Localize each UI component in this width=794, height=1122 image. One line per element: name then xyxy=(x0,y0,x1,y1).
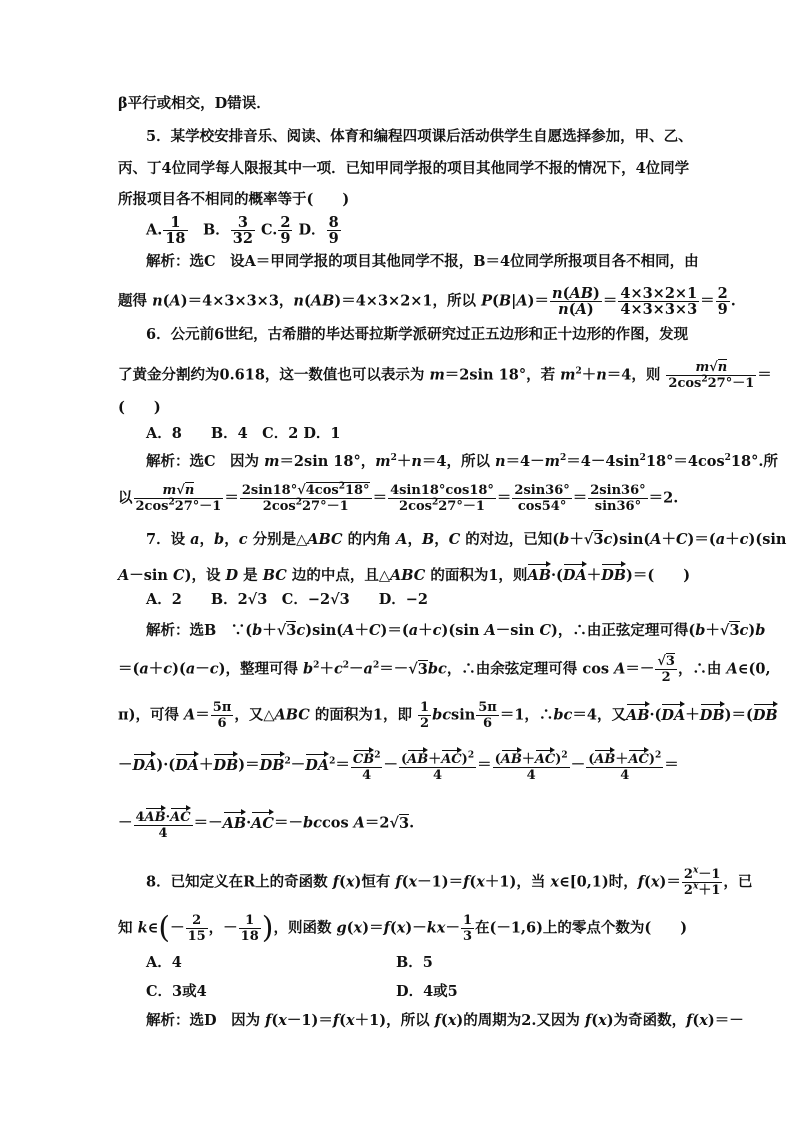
q7-solution-line1: 解析：选B ∵(b＋√3c)sin(A＋C)＝(a＋c)(sin A－sin C)，∴由正弦定理可得(b＋√3c)b xyxy=(146,622,766,639)
q6-stem-line3: ( ) xyxy=(118,399,161,416)
q5-stem-line1: 5．某学校安排音乐、阅读、体育和编程四项课后活动供学生自愿选择参加，甲、乙、 xyxy=(146,128,693,145)
q8-option-d: D．4或5 xyxy=(396,983,458,1000)
q6-options: A．8 B．4 C．2 D．1 xyxy=(146,425,341,442)
q5-solution-line1: 解析：选C 设A＝甲同学报的项目其他同学不报，B＝4位同学所报项目各不相同，由 xyxy=(146,253,699,270)
q6-stem-line1: 6．公元前6世纪，古希腊的毕达哥拉斯学派研究过正五边形和正十边形的作图，发现 xyxy=(146,326,689,343)
q5-stem-line3: 所报项目各不相同的概率等于( ) xyxy=(118,191,350,208)
q5-stem-line2: 丙、丁4位同学每人限报其中一项．已知甲同学报的项目其他同学不报的情况下，4位同学 xyxy=(118,160,690,177)
q7-stem-line1: 7．设 a，b，c 分别是△ABC 的内角 A，B，C 的对边，已知(b＋√3c)sin(A＋C)＝(a＋c)(sin xyxy=(146,531,787,548)
q8-option-b: B．5 xyxy=(396,954,433,971)
q6-stem-line2: 了黄金分割约为0.618，这一数值也可以表示为 m＝2sin 18°，若 $m^2+n=4$，则 $\frac{m√n}{2\cos^227^\circ-1}$ ＝ xyxy=(118,360,772,391)
q8-option-c: C．3或4 xyxy=(146,983,207,1000)
q7-stem-line2: A－sin C)，设 D 是 BC 边的中点，且△ABC 的面积为1，则AB·(DA＋DB)＝( ) xyxy=(118,562,690,586)
q5-options: A. $\frac{1}{18}$ B． $\frac{3}{32}$ C. $\frac{2}{9}$ D． $\frac{8}{9}$ xyxy=(146,214,339,247)
q8-option-a: A．4 xyxy=(146,954,182,971)
q7-solution-line5: － $\frac{4AB\cdot AC}{4}$ ＝－AB·AC＝－bccos A＝2√3. xyxy=(118,806,414,841)
q6-solution-line2: 以 $\frac{m√n}{2\cos^227^\circ-1}$ ＝ $\frac{2\sin 18^\circ√4\cos^218^\circ}{2\cos^227^\circ-1}$ ＝ $\frac{4\sin 18^\circ\cos 18^\circ}{2\cos^227^\circ-1}$ ＝ $\frac{2\sin 36^\circ}{\cos 54^\circ}$ ＝ $\frac{2\sin 36^\circ}{\sin 36^\circ}$ ＝2. xyxy=(118,481,679,514)
q8-solution-line1: 解析：选D 因为 f(x－1)＝f(x＋1)，所以 f(x)的周期为2.又因为 f(x)为奇函数，f(x)＝－ xyxy=(146,1012,744,1029)
q7-solution-line3: π)，可得 A＝ $\frac{5\pi}{6}$ ，又△ABC 的面积为1，即 $\frac{1}{2}$ bcsin $\frac{5\pi}{6}$ ＝1，∴bc＝4，又AB·(DA＋DB)＝(DB xyxy=(118,700,778,731)
q7-solution-line4: $-DA)\cdot(DA+DB)=DB^2-DA^2=$ $\frac{CB^2}{4}$ － $\frac{(AB+AC)^2}{4}$ ＝ $\frac{(AB+AC)^2}{4}$ － $\frac{(AB+AC)^2}{4}$ ＝ xyxy=(118,748,679,783)
q8-stem-line1: 8．已知定义在R上的奇函数 f(x)恒有 f(x－1)＝f(x＋1)，当 x∈[0,1)时，f(x)＝ $\frac{2^x-1}{2^x+1}$ ，已 xyxy=(146,865,753,898)
q6-solution-line1: 解析：选C 因为 m＝2sin 18°，$m^2+n=4$，所以 $n=4-m^2=4-4\sin^218^\circ=4\cos^218^\circ$.所 xyxy=(146,453,778,470)
q5-solution-line2: 题得 n(A)＝4×3×3×3，n(AB)＝4×3×2×1，所以 P(B|A)＝ $\frac{n(AB)}{n(A)}$ ＝ $\frac{4\times 3\times 2\times 1}{4\times 3\times 3\times 3}$ ＝ $\frac{2}{9}$ . xyxy=(118,285,736,318)
q7-solution-line2: ＝(a＋c)(a－c)，整理可得 $b^2+c^2-a^2=-√3bc$，∴由余弦定理可得 cos A＝－ $\frac{√3}{2}$ ，∴由 A∈(0, xyxy=(118,654,771,685)
q8-stem-line2: 知 k∈(－ $\frac{2}{15}$ ，－ $\frac{1}{18}$ )，则函数 g(x)＝f(x)－kx－ $\frac{1}{3}$ 在(－1,6)上的零点个数为( ) xyxy=(118,910,688,946)
q7-options: A．2 B．2√3 C．−2√3 D．−2 xyxy=(146,591,429,608)
line-prev-answer-end: β平行或相交，D错误． xyxy=(118,95,271,112)
